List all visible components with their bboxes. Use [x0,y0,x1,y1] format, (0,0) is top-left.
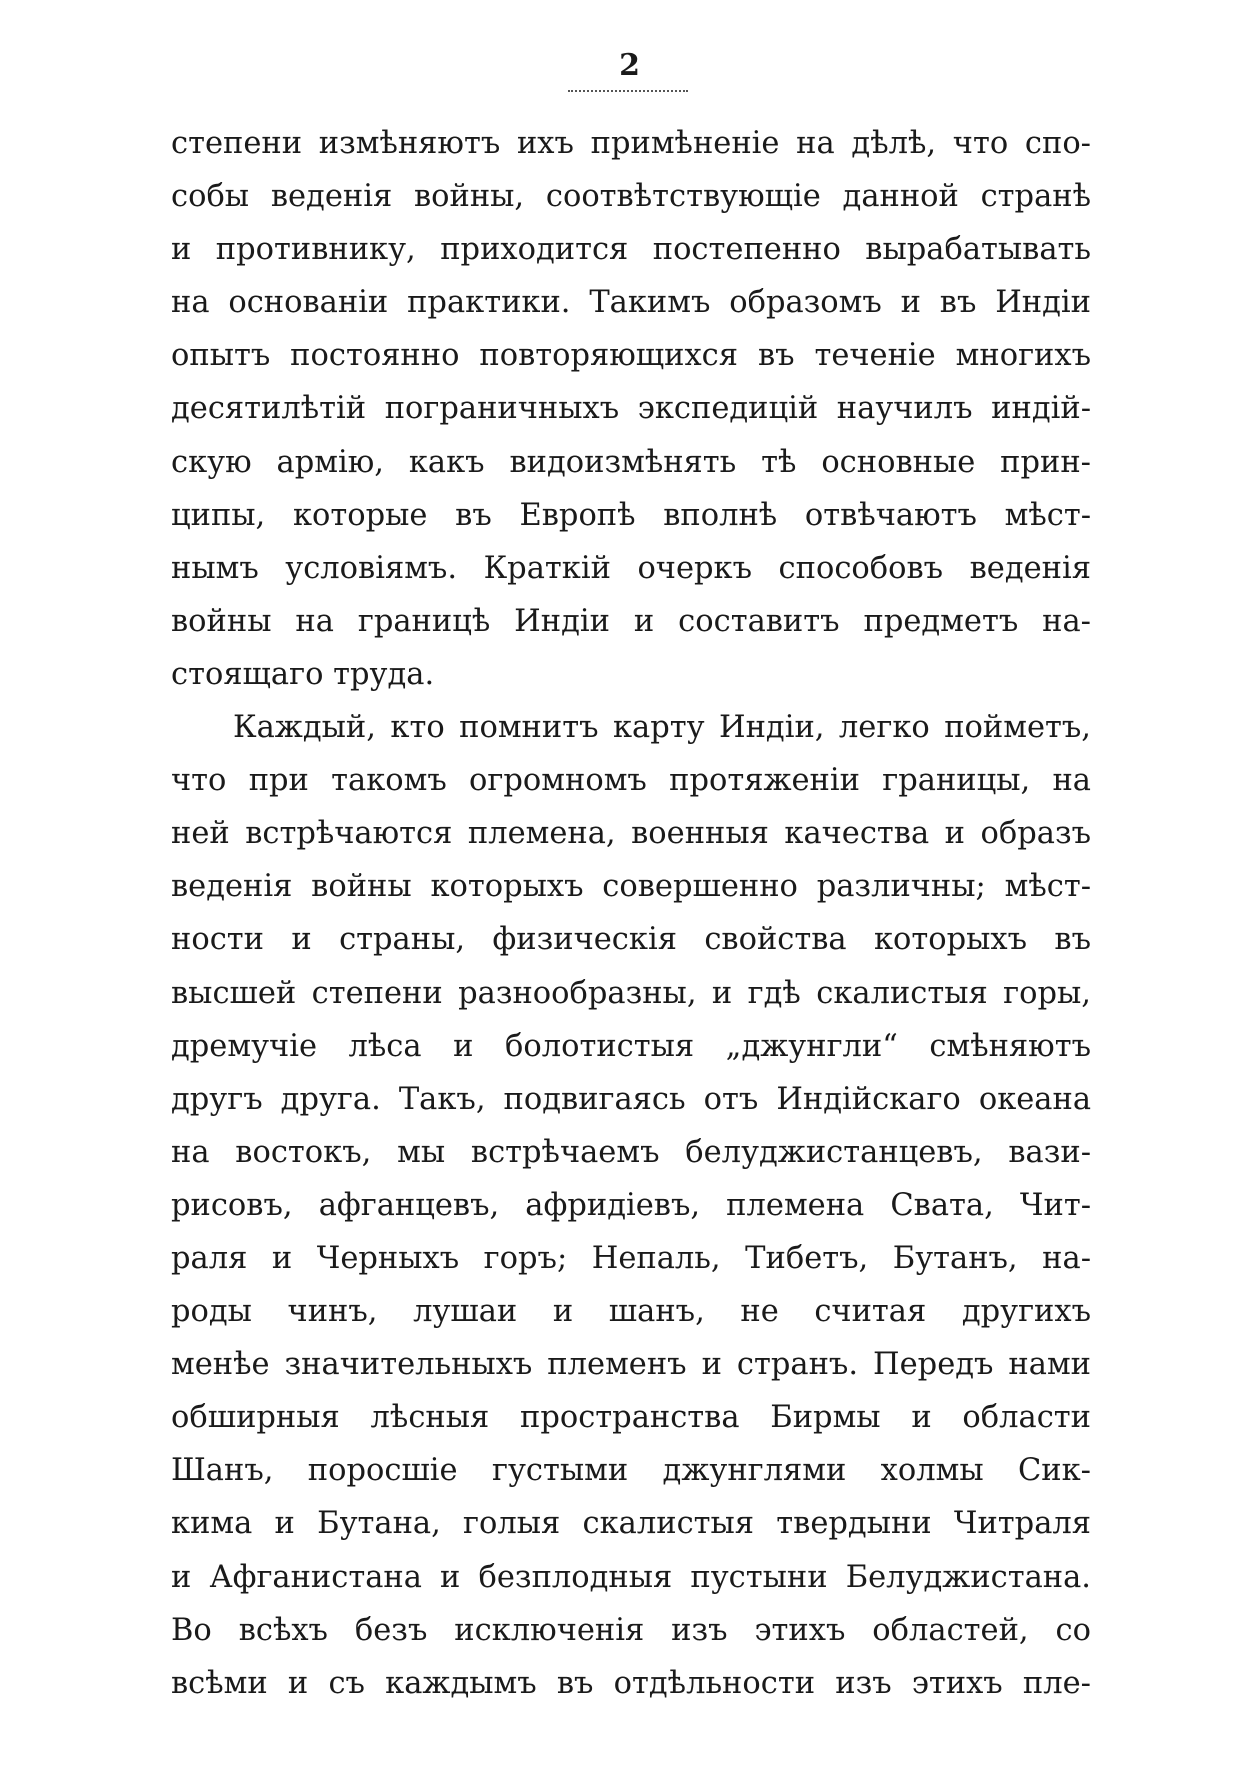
text-line: обширныя лѣсныя пространства Бирмы и области [171,1400,1091,1436]
page-number: 2 [619,48,640,83]
text-line: рисовъ, афганцевъ, афридіевъ, племена Свата, Чит- [171,1187,1091,1223]
text-line: Каждый, кто помнитъ карту Индіи, легко пойметъ, [233,710,1091,746]
text-line: десятилѣтій пограничныхъ экспедицій научилъ индій- [171,391,1091,427]
text-line: опытъ постоянно повторяющихся въ теченіе многихъ [171,338,1091,374]
text-line: собы веденія войны, соотвѣтствующіе данной странѣ [171,179,1091,215]
text-line: скую армію, какъ видоизмѣнять тѣ основные прин- [171,444,1091,480]
text-line: стоящаго труда. [171,656,435,692]
text-line: кима и Бутана, голыя скалистыя твердыни Читраля [171,1506,1091,1542]
text-line: дремучіе лѣса и болотистыя „джунгли“ смѣняютъ [171,1028,1091,1064]
text-line: степени измѣняютъ ихъ примѣненіе на дѣлѣ, что спо- [171,126,1091,161]
text-line: войны на границѣ Индіи и составитъ предметъ на- [171,603,1091,639]
text-line: другъ друга. Такъ, подвигаясь отъ Индійскаго океана [171,1081,1091,1117]
text-line: ней встрѣчаются племена, военныя качества и образъ [171,816,1091,852]
text-line: нымъ условіямъ. Краткій очеркъ способовъ веденія [171,550,1091,586]
text-line: на востокъ, мы встрѣчаемъ белуджистанцевъ, вази- [171,1134,1091,1170]
text-line: Шанъ, поросшіе густыми джунглями холмы Сик- [171,1453,1091,1489]
text-line: веденія войны которыхъ совершенно различны; мѣст- [171,869,1091,905]
text-line: высшей степени разнообразны, и гдѣ скалистыя горы, [171,975,1091,1011]
text-line: ципы, которые въ Европѣ вполнѣ отвѣчаютъ мѣст- [171,497,1091,533]
text-line: на основаніи практики. Такимъ образомъ и въ Индіи [171,285,1091,321]
text-line: и противнику, приходится постепенно вырабатывать [171,232,1091,268]
text-line: роды чинъ, лушаи и шанъ, не считая другихъ [171,1294,1091,1330]
text-line: всѣми и съ каждымъ въ отдѣльности изъ этихъ пле- [171,1665,1091,1701]
text-line: Во всѣхъ безъ исключенія изъ этихъ областей, со [171,1612,1091,1648]
paragraph [171,117,1091,701]
text-line: менѣе значительныхъ племенъ и странъ. Передъ нами [171,1347,1091,1383]
paragraph [171,701,1091,1710]
text-line: раля и Черныхъ горъ; Непаль, Тибетъ, Бутанъ, на- [171,1240,1091,1276]
text-line: что при такомъ огромномъ протяженіи границы, на [171,763,1091,799]
text-line: ности и страны, физическія свойства которыхъ въ [171,922,1091,958]
text-line: и Афганистана и безплодныя пустыни Белуджистана. [171,1559,1091,1595]
body-text [171,117,1091,1710]
page-number-rule [568,90,688,92]
